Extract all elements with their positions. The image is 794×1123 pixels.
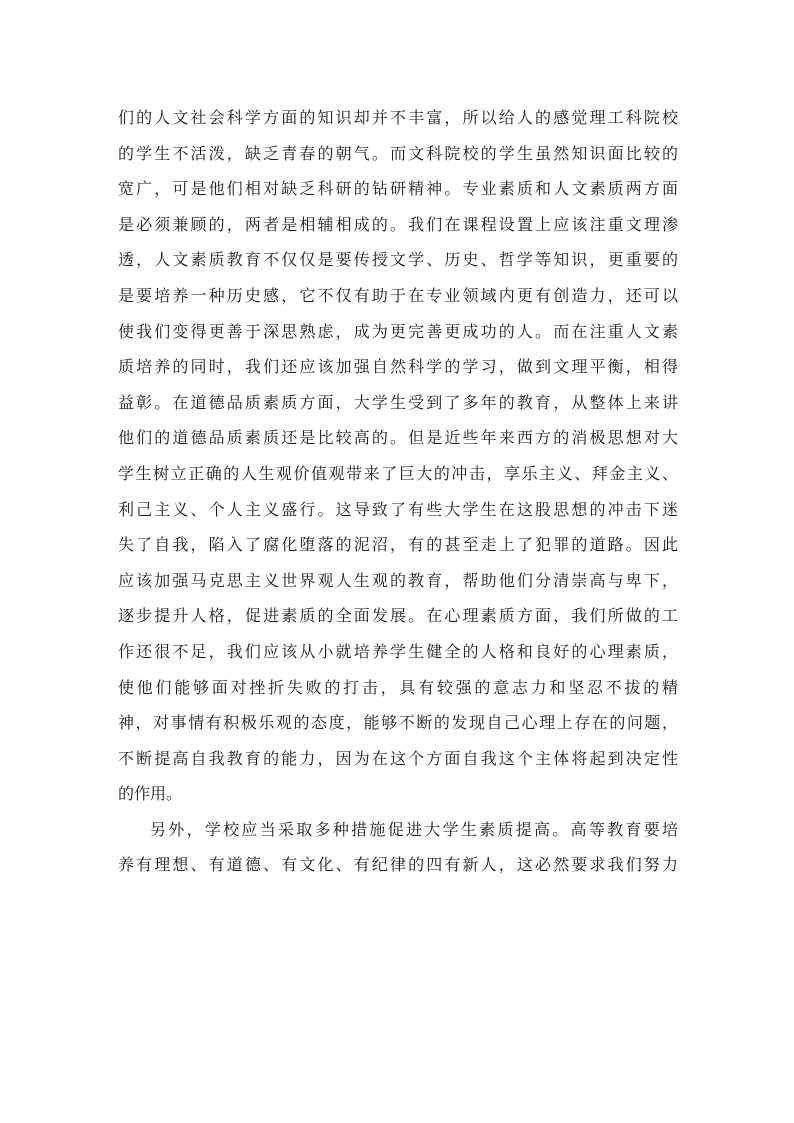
text-line: 另外，学校应当采取多种措施促进大学生素质提高。高等教育要培 [150,819,678,839]
text-line: 他们的道德品质素质还是比较高的。但是近些年来西方的消极思想对大 [118,428,678,448]
paragraph-1 [118,100,678,812]
text-line: 使我们变得更善于深思熟虑，成为更完善更成功的人。而在注重人文素 [118,321,678,341]
text-line: 质培养的同时，我们还应该加强自然科学的学习，做到文理平衡，相得 [118,357,678,377]
text-line: 透，人文素质教育不仅仅是要传授文学、历史、哲学等知识，更重要的 [118,250,678,270]
text-line: 益彰。在道德品质素质方面，大学生受到了多年的教育，从整体上来讲 [118,392,678,412]
text-line: 应该加强马克思主义世界观人生观的教育，帮助他们分清崇高与卑下， [118,570,678,590]
body-text [118,100,678,883]
text-line: 的学生不活泼，缺乏青春的朝气。而文科院校的学生虽然知识面比较的 [118,143,678,163]
paragraph-2 [118,812,678,883]
text-line: 利己主义、个人主义盛行。这导致了有些大学生在这股思想的冲击下迷 [118,499,678,519]
text-line: 不断提高自我教育的能力，因为在这个方面自我这个主体将起到决定性 [118,748,678,768]
text-line: 养有理想、有道德、有文化、有纪律的四有新人，这必然要求我们努力 [118,855,678,875]
text-line: 们的人文社会科学方面的知识却并不丰富，所以给人的感觉理工科院校 [118,108,678,127]
text-line: 的作用。 [118,784,183,804]
text-line: 使他们能够面对挫折失败的打击，具有较强的意志力和坚忍不拔的精 [118,677,678,697]
text-line: 是要培养一种历史感，它不仅有助于在专业领域内更有创造力，还可以 [118,285,678,305]
text-line: 学生树立正确的人生观价值观带来了巨大的冲击，享乐主义、拜金主义、 [118,463,678,483]
text-line: 失了自我，陷入了腐化堕落的泥沼，有的甚至走上了犯罪的道路。因此 [118,535,678,555]
text-line: 神，对事情有积极乐观的态度，能够不断的发现自己心理上存在的问题， [118,713,678,733]
text-line: 作还很不足，我们应该从小就培养学生健全的人格和良好的心理素质， [118,641,678,661]
text-line: 逐步提升人格，促进素质的全面发展。在心理素质方面，我们所做的工 [118,606,678,626]
text-line: 宽广，可是他们相对缺乏科研的钻研精神。专业素质和人文素质两方面 [118,179,678,199]
text-line: 是必须兼顾的，两者是相辅相成的。我们在课程设置上应该注重文理渗 [118,214,678,234]
